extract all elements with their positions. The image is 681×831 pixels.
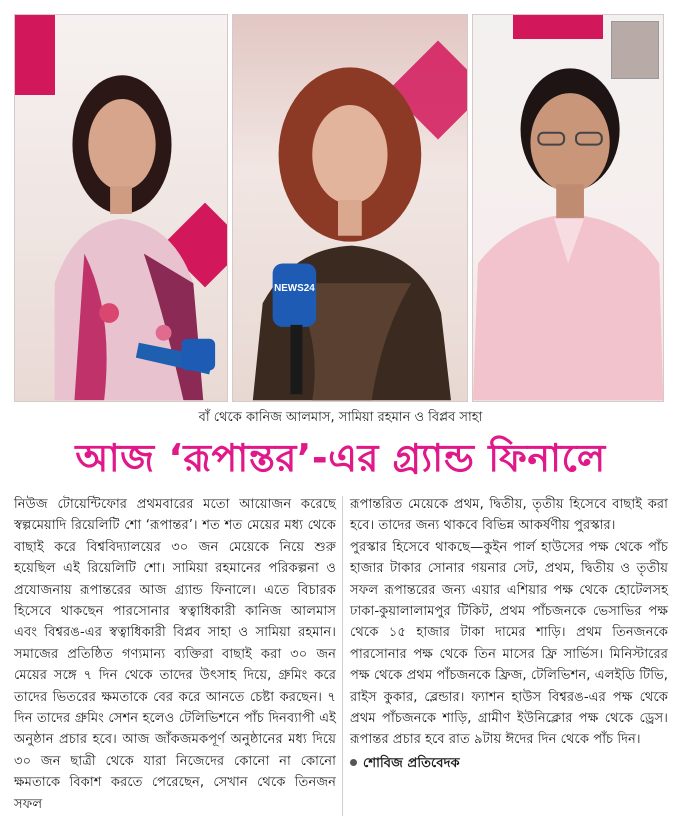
article-column-right <box>350 494 668 774</box>
photo-biplob-saha <box>472 14 664 402</box>
bullet-icon <box>350 759 357 766</box>
article-paragraph: নিউজ টোয়েন্টিফোর প্রথমবারের মতো আয়োজন করেছে স্বল্পমেয়াদি রিয়েলিটি শো ‘রূপান্তর’। শত শত মেয়ের মধ্য থেকে বাছাই করে বিশ্ববিদ্যালয়ের ৩০ জন মেয়েকে নিয়ে শুরু হয়েছিল এই রিয়েলিটি শো। সামিয়া রহমানের পরিকল্পনা ও প্রযোজনায় রূপান্তরের আজ গ্র্যান্ড ফিনালে। এতে বিচারক হিসেবে থাকছেন পারসোনার স্বত্বাধিকারী কানিজ আলমাস এবং বিশ্বরঙ-এর স্বত্বাধিকারী বিপ্লব সাহা ও সামিয়া রহমান। সমাজের প্রতিষ্ঠিত গণ্যমান্য ব্যক্তিরা বাছাই করা ৩০ জন মেয়ের সঙ্গে ৭ দিন থেকে তাদের উৎসাহ দিয়ে, গ্রুমিং করে তাদের ভিতরের ক্ষমতাকে বের করে আনতে চেষ্টা করছেন। ৭ দিন তাদের গ্রুমিং সেশন হলেও টেলিভিশনে পাঁচ দিনব্যাপী এই অনুষ্ঠান প্রচার হবে। আজ জাঁকজমকপূর্ণ অনুষ্ঠানের মধ্য দিয়ে ৩০ জন ছাত্রী থেকে যারা নিজেদের কোনো না কোনো ক্ষমতাকে বিকাশ করতে পেরেছেন, সেখান থেকে তিনজন সফল <box>14 497 336 812</box>
woman-figure-1 <box>15 15 227 401</box>
byline <box>350 753 668 774</box>
man-figure <box>473 15 663 401</box>
photo-strip <box>14 14 664 402</box>
column-divider <box>342 496 343 816</box>
photo-samia-rahman <box>232 14 468 402</box>
headline: আজ ‘রূপান্তর’-এর গ্র্যান্ড ফিনালে <box>75 436 606 480</box>
photo-kaniz-almas <box>14 14 228 402</box>
photo-caption: বাঁ থেকে কানিজ আলমাস, সামিয়া রহমান ও বিপ্লব সাহা <box>198 410 483 425</box>
article-column-left <box>14 494 336 815</box>
woman-figure-2 <box>233 15 467 401</box>
byline-text: শোবিজ প্রতিবেদক <box>363 755 460 771</box>
microphone-logo: NEWS24 <box>274 283 315 295</box>
article-paragraph: রূপান্তরিত মেয়েকে প্রথম, দ্বিতীয়, তৃতীয় হিসেবে বাছাই করা হবে। তাদের জন্য থাকবে বিভিন্ন আকর্ষণীয় পুরস্কার। <box>350 497 668 534</box>
article-paragraph: পুরস্কার হিসেবে থাকছে—কুইন পার্ল হাউসের পক্ষ থেকে পাঁচ হাজার টাকার সোনার গয়নার সেট, প্রথম, দ্বিতীয় ও তৃতীয় সফল রূপান্তরের জন্য এয়ার এশিয়ার পক্ষ থেকে হোটেলসহ ঢাকা-কুয়ালালামপুর টিকিট, প্রথম পাঁচজনকে ভেসাভির পক্ষ থেকে ১৫ হাজার টাকা দামের শাড়ি। প্রথম তিনজনকে পারসোনার পক্ষ থেকে তিন মাসের ফ্রি সার্ভিস। মিনিস্টারের পক্ষ থেকে প্রথম পাঁচজনকে ফ্রিজ, টেলিভিশন, এলইডি টিভি, রাইস কুকার, ব্লেন্ডার। ফ্যাশন হাউস বিশ্বরঙ-এর পক্ষ থেকে প্রথম পাঁচজনকে শাড়ি, গ্রামীণ ইউনিক্লোর পক্ষ থেকে ড্রেস। রূপান্তর প্রচার হবে রাত ৯টায় ঈদের দিন থেকে পাঁচ দিন। <box>350 539 668 748</box>
